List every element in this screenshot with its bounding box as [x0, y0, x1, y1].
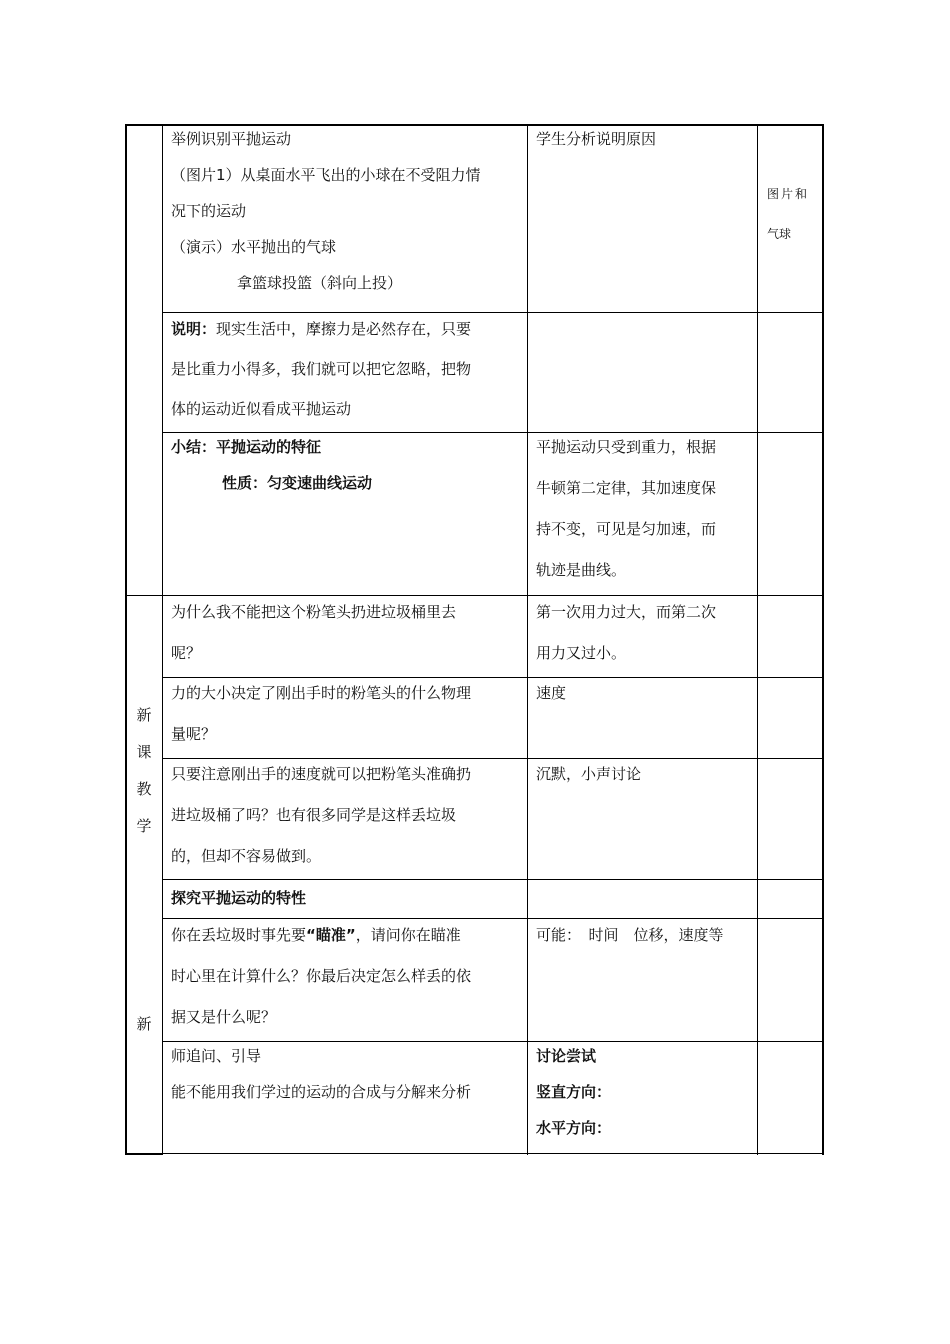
side-char: 学: [136, 817, 152, 835]
bold-label: 说明：: [171, 320, 217, 338]
text-span: ，请问你在瞄准: [355, 926, 461, 944]
student-cell-row8: [536, 915, 724, 956]
content-cell-examples: [171, 121, 481, 301]
side-label-new: [126, 1006, 162, 1043]
text-line: 为什么我不能把这个粉笔头扔进垃圾桶里去: [171, 603, 457, 621]
content-cell-question2: [171, 673, 471, 755]
student-cell-row9: [536, 1038, 611, 1146]
text-line: 呢？: [171, 644, 202, 662]
text-line: 进垃圾桶了吗？也有很多同学是这样丢垃圾: [171, 806, 457, 824]
text-line: 据又是什么呢？: [171, 1008, 277, 1026]
content-cell-guidance: [171, 1038, 471, 1110]
side-char: 新: [136, 706, 152, 724]
text-line: 讨论尝试: [536, 1047, 597, 1065]
text-line: 性质：匀变速曲线运动: [222, 474, 373, 492]
text-line: 量呢？: [171, 725, 217, 743]
text-line: 可能： 时间 位移，速度等: [536, 926, 724, 944]
text-line: 图片和: [767, 187, 810, 201]
table-border-col3: [757, 124, 758, 1155]
side-char: 新: [136, 1015, 152, 1033]
student-cell-row4: [536, 592, 716, 674]
note-cell-row1: [767, 174, 809, 254]
text-line: 水平方向：: [536, 1119, 612, 1137]
text-line: 的，但却不容易做到。: [171, 847, 322, 865]
text-line: 竖直方向：: [536, 1083, 612, 1101]
text-line: 平抛运动只受到重力，根据: [536, 438, 717, 456]
emphasis-text: “瞄准”: [306, 926, 356, 944]
text-span: 你在丢垃圾时事先要: [171, 926, 307, 944]
content-cell-question1: [171, 592, 456, 674]
text-line: 持不变，可见是匀加速，而: [536, 520, 717, 538]
text-line: 第一次用力过大，而第二次: [536, 603, 717, 621]
side-label-new-lesson: [126, 697, 162, 845]
text-line: 力的大小决定了刚出手时的粉笔头的什么物理: [171, 684, 472, 702]
student-cell-row3: [536, 427, 716, 591]
text-line: 举例识别平抛运动: [171, 130, 292, 148]
text-line: 学生分析说明原因: [536, 130, 657, 148]
text-line: 能不能用我们学过的运动的合成与分解来分析: [171, 1083, 472, 1101]
text-line: 体的运动近似看成平抛运动: [171, 400, 352, 418]
text-line: [171, 915, 471, 956]
text-line: 况下的运动: [171, 202, 247, 220]
text-line: 沉默，小声讨论: [536, 765, 642, 783]
text-line: [171, 309, 471, 349]
section-heading-explore: [171, 880, 306, 916]
text-line: 拿篮球投篮（斜向上投）: [237, 274, 403, 292]
side-char: 教: [136, 780, 152, 798]
text-line: 牛顿第二定律，其加速度保: [536, 479, 717, 497]
text-line: 轨迹是曲线。: [536, 561, 627, 579]
student-cell-row5: [536, 673, 566, 714]
text-line: 用力又过小。: [536, 644, 627, 662]
table-border-bottom-left: [125, 1153, 163, 1155]
table-border-bottom: [162, 1153, 824, 1154]
table-border-col1: [162, 124, 163, 1155]
text-line: 是比重力小得多，我们就可以把它忽略，把物: [171, 360, 472, 378]
content-cell-question4: [171, 915, 471, 1038]
content-cell-explanation: [171, 309, 471, 429]
student-cell-row6: [536, 754, 641, 795]
text-line: 速度: [536, 684, 567, 702]
content-cell-question3: [171, 754, 471, 877]
table-border-col2: [527, 124, 528, 1155]
text-line: 时心里在计算什么？你最后决定怎么样丢的依: [171, 967, 472, 985]
table-border-left: [125, 124, 127, 1155]
content-cell-summary: [171, 429, 372, 501]
table-border-right: [822, 124, 824, 1155]
text-line: 师追问、引导: [171, 1047, 262, 1065]
side-char: 课: [136, 743, 152, 761]
text-line: 小结：平抛运动的特征: [171, 438, 322, 456]
text-line: （图片1）从桌面水平飞出的小球在不受阻力情: [171, 166, 481, 184]
text-line: 探究平抛运动的特性: [171, 889, 307, 907]
text-line: （演示）水平抛出的气球: [171, 238, 337, 256]
student-cell-row1: [536, 121, 656, 157]
text-line: 气球: [767, 227, 792, 241]
text-span: 现实生活中，摩擦力是必然存在，只要: [216, 320, 472, 338]
text-line: 只要注意刚出手的速度就可以把粉笔头准确扔: [171, 765, 472, 783]
